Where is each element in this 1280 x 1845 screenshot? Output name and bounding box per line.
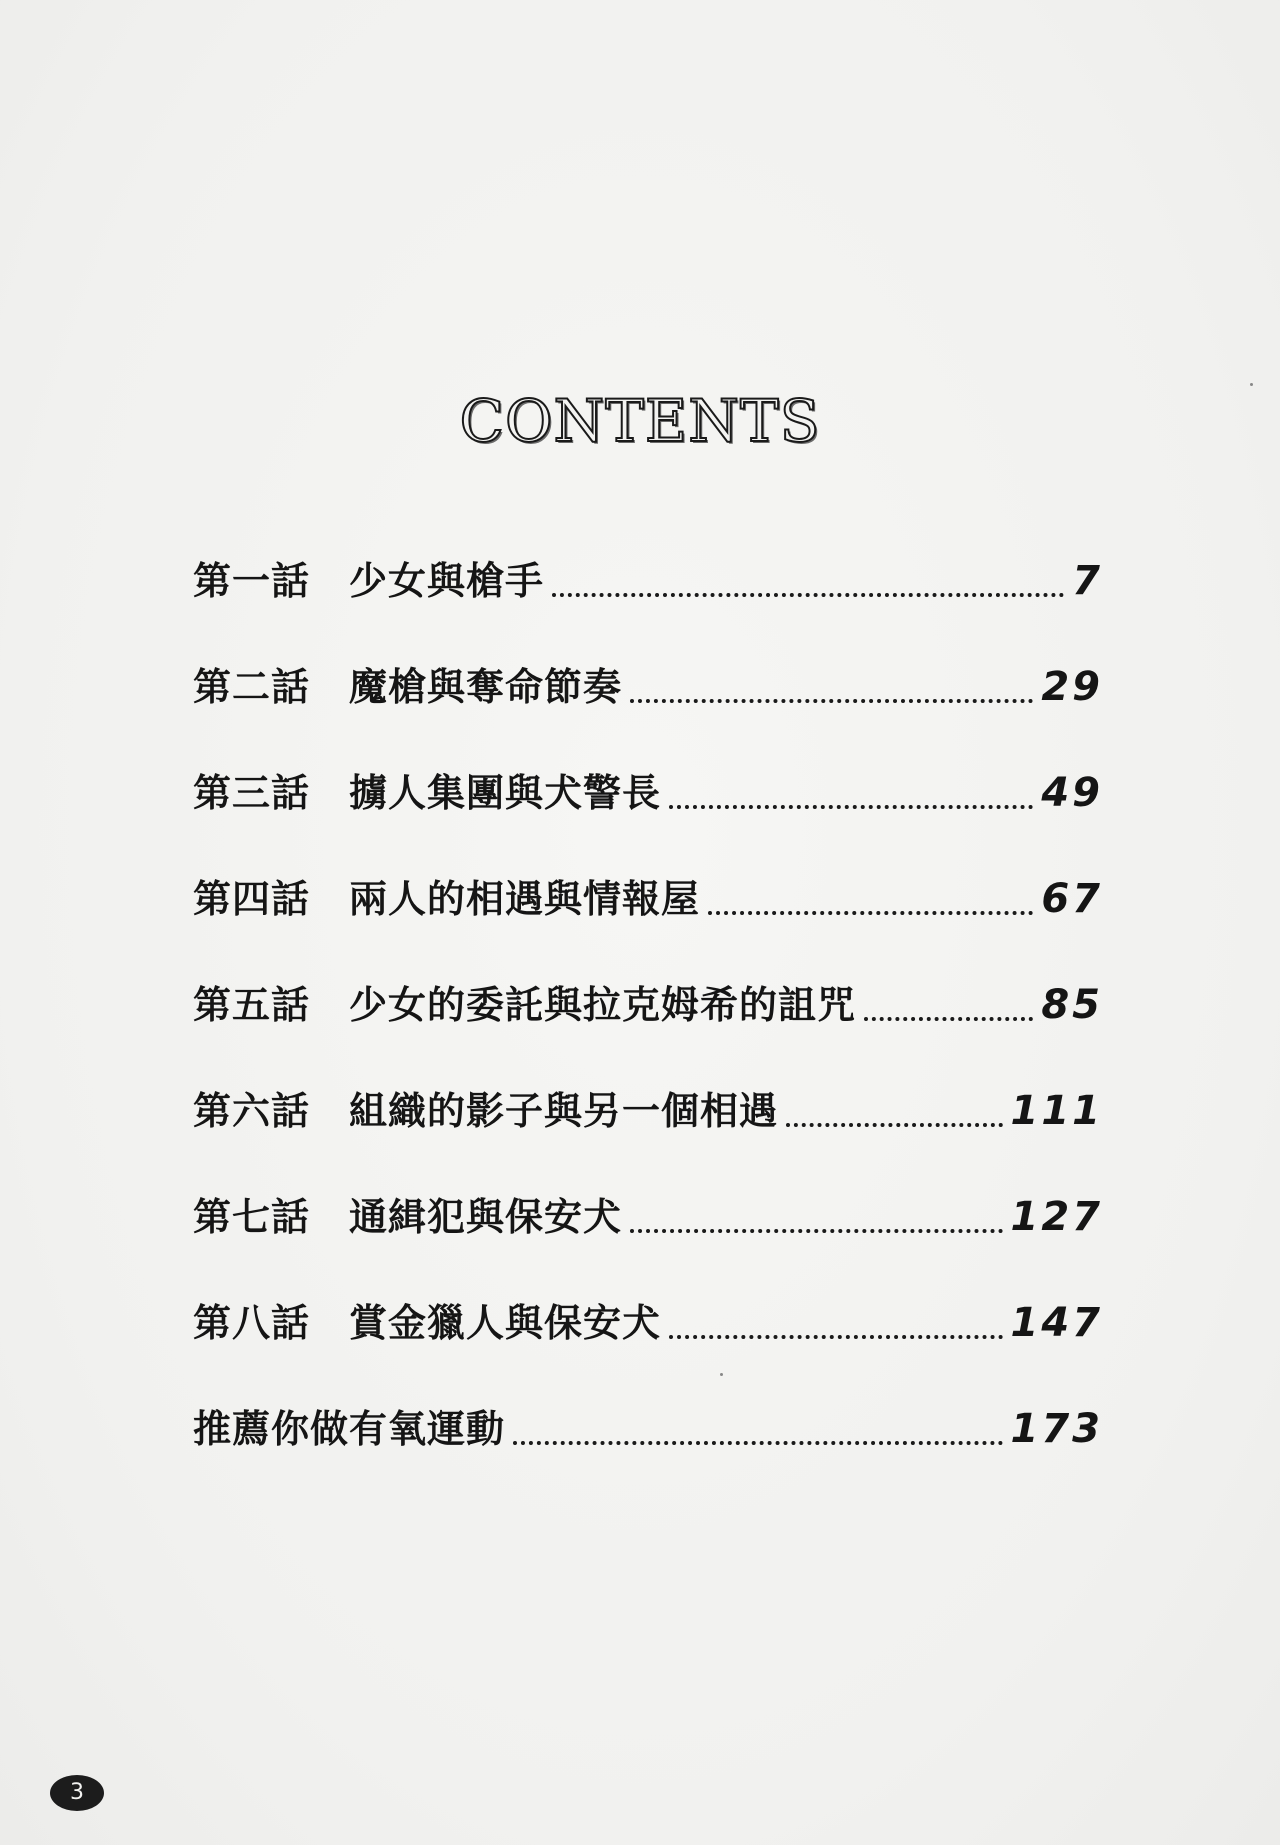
page-number: 85: [1041, 982, 1103, 1028]
chapter-number: 第四話: [193, 877, 311, 921]
chapter-number: 第六話: [193, 1089, 311, 1133]
dot-leader: [669, 767, 1033, 819]
dot-leader: [864, 979, 1033, 1031]
toc-entry: [193, 979, 1103, 1085]
chapter-number: 第二話: [193, 665, 311, 709]
chapter-number: 第八話: [193, 1301, 311, 1345]
chapter-number: 第一話: [193, 559, 311, 603]
dot-leader: [513, 1403, 1002, 1455]
chapter-number: 第三話: [193, 771, 311, 815]
dot-leader: [630, 661, 1033, 713]
dot-leader: [630, 1191, 1002, 1243]
page-number: 67: [1041, 876, 1103, 922]
dot-leader: [786, 1085, 1002, 1137]
chapter-title: 通緝犯與保安犬: [349, 1195, 623, 1239]
toc-entry: [193, 555, 1103, 661]
toc-entry: [193, 1191, 1103, 1297]
chapter-title: 兩人的相遇與情報屋: [349, 877, 701, 921]
toc-entry: [193, 767, 1103, 873]
toc-entry: [193, 1403, 1103, 1509]
dot-leader: [708, 873, 1033, 925]
page-number: 147: [1010, 1300, 1103, 1346]
contents-heading: CONTENTS: [459, 387, 821, 455]
page-number: 7: [1072, 558, 1103, 604]
chapter-title: 賞金獵人與保安犬: [349, 1301, 662, 1345]
paper-speck: [720, 1373, 723, 1376]
toc-entry: [193, 873, 1103, 979]
page-number: 127: [1010, 1194, 1103, 1240]
chapter-number: 第五話: [193, 983, 311, 1027]
chapter-title: 推薦你做有氧運動: [193, 1407, 506, 1451]
chapter-title: 魔槍與奪命節奏: [349, 665, 623, 709]
page-folio-badge: 3: [50, 1775, 104, 1811]
dot-leader: [669, 1297, 1002, 1349]
page-number: 29: [1041, 664, 1103, 710]
page-number: 49: [1041, 770, 1103, 816]
chapter-title: 少女的委託與拉克姆希的詛咒: [349, 983, 857, 1027]
toc-entry: [193, 1297, 1103, 1403]
page-number: 111: [1010, 1088, 1103, 1134]
chapter-number: 第七話: [193, 1195, 311, 1239]
chapter-title: 組織的影子與另一個相遇: [349, 1089, 779, 1133]
toc-entry: [193, 661, 1103, 767]
table-of-contents: [193, 555, 1103, 1509]
paper-speck: [1250, 383, 1253, 386]
page-number: 173: [1010, 1406, 1103, 1452]
chapter-title: 擄人集團與犬警長: [349, 771, 662, 815]
dot-leader: [552, 555, 1064, 607]
toc-entry: [193, 1085, 1103, 1191]
chapter-title: 少女與槍手: [349, 559, 545, 603]
